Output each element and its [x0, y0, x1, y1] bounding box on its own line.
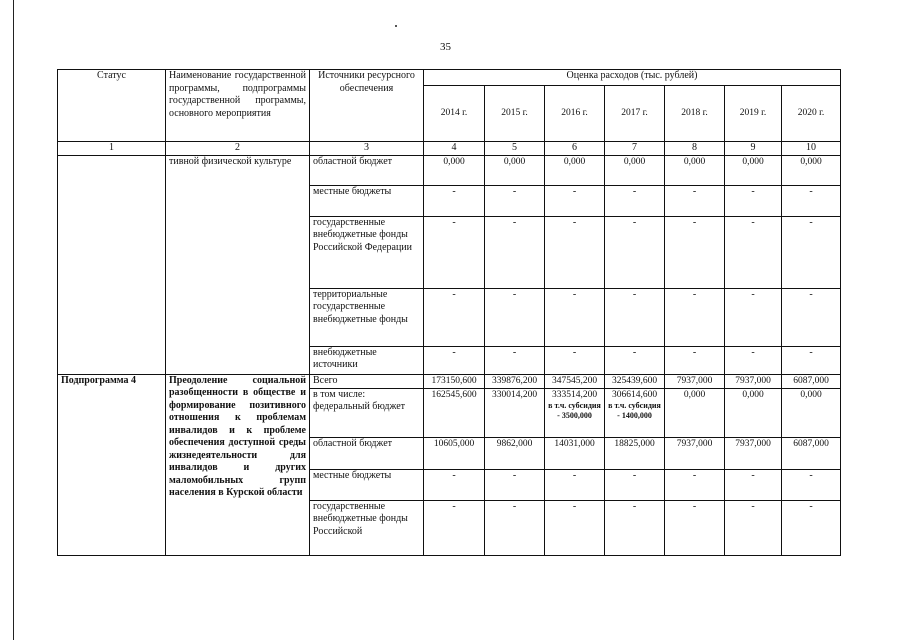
page-number: 35: [440, 41, 451, 53]
funding-source-cell: внебюджетные источники: [310, 346, 424, 374]
year-header: 2015 г.: [485, 86, 545, 142]
value-cell: [725, 469, 782, 500]
value-text: -: [692, 346, 697, 358]
value-cell: [605, 469, 665, 500]
value-cell: [782, 288, 841, 346]
column-number: 8: [665, 142, 725, 156]
value-text: -: [572, 185, 577, 197]
value-text: -: [692, 469, 697, 481]
value-cell: [665, 469, 725, 500]
value-text: -: [632, 216, 637, 228]
value-cell: [605, 155, 665, 185]
year-header: 2017 г.: [605, 86, 665, 142]
value-cell: [545, 185, 605, 216]
value-text: -: [632, 346, 637, 358]
value-text: 0,000: [742, 156, 764, 167]
value-cell: [665, 155, 725, 185]
value-cell: [782, 346, 841, 374]
value-cell: [665, 288, 725, 346]
value-text: -: [751, 216, 755, 228]
value-cell: [485, 155, 545, 185]
value-cell: [545, 346, 605, 374]
value-text: -: [809, 185, 813, 197]
value-text: -: [632, 500, 637, 512]
value-cell: [545, 388, 605, 437]
page-left-rule: [13, 0, 14, 640]
value-cell: [485, 346, 545, 374]
value-cell: [782, 185, 841, 216]
value-text: 6087,000: [793, 375, 829, 386]
value-cell: [545, 216, 605, 288]
value-cell: [782, 155, 841, 185]
value-cell: [424, 185, 485, 216]
value-cell: [665, 374, 725, 388]
value-text: 6087,000: [793, 438, 829, 449]
column-number: 9: [725, 142, 782, 156]
value-text: 0,000: [800, 389, 822, 400]
year-header: 2014 г.: [424, 86, 485, 142]
status-cell: Подпрограмма 4: [58, 374, 166, 555]
value-text: 0,000: [800, 156, 822, 167]
value-text: 7937,000: [735, 375, 771, 386]
value-cell: [485, 288, 545, 346]
value-text: 0,000: [683, 389, 706, 400]
value-cell: [782, 469, 841, 500]
value-text: 9862,000: [496, 438, 533, 449]
value-text: 339876,200: [491, 375, 538, 386]
status-cell: [58, 155, 166, 374]
column-number: 4: [424, 142, 485, 156]
funding-source-cell: государственные внебюджетные фонды Российской: [310, 500, 424, 555]
value-cell: [665, 346, 725, 374]
column-number-row: [58, 142, 841, 156]
value-cell: [424, 288, 485, 346]
value-cell: [424, 216, 485, 288]
funding-source-cell: местные бюджеты: [310, 469, 424, 500]
value-text: -: [692, 288, 697, 300]
value-text: 173150,600: [431, 375, 477, 386]
value-text: -: [809, 346, 813, 358]
expenditure-table: [57, 69, 841, 556]
value-cell: [725, 185, 782, 216]
column-number: 5: [485, 142, 545, 156]
value-text: -: [692, 185, 697, 197]
scan-speck: [395, 25, 397, 27]
value-text: 0,000: [683, 156, 706, 167]
value-text: -: [572, 216, 577, 228]
value-cell: [485, 185, 545, 216]
value-text: -: [692, 216, 697, 228]
value-text: -: [572, 469, 577, 481]
value-text: -: [809, 216, 813, 228]
value-text: 0,000: [503, 156, 526, 167]
header-sources: Источники ресурсного обеспечения: [310, 70, 424, 142]
value-text: -: [452, 185, 456, 197]
year-header: 2019 г.: [725, 86, 782, 142]
funding-source-cell: областной бюджет: [310, 155, 424, 185]
value-text: 333514,200: [551, 389, 598, 400]
value-cell: [782, 388, 841, 437]
value-text: 347545,200: [551, 375, 598, 386]
value-text: 325439,600: [611, 375, 658, 386]
value-text: -: [452, 216, 456, 228]
value-cell: [605, 346, 665, 374]
column-number: 10: [782, 142, 841, 156]
value-cell: [725, 288, 782, 346]
value-cell: [665, 185, 725, 216]
value-cell: [605, 388, 665, 437]
value-text: 330014,200: [491, 389, 538, 400]
value-text: -: [512, 469, 517, 481]
value-text: -: [512, 216, 517, 228]
funding-source-cell: областной бюджет: [310, 437, 424, 469]
value-cell: [424, 437, 485, 469]
value-text: -: [751, 469, 755, 481]
subsidy-note: в т.ч. субсидия - 1400,000: [608, 401, 661, 420]
funding-source-cell: местные бюджеты: [310, 185, 424, 216]
column-number: 6: [545, 142, 605, 156]
value-cell: [782, 374, 841, 388]
value-cell: [545, 437, 605, 469]
value-text: -: [452, 346, 456, 358]
value-text: -: [572, 288, 577, 300]
column-number: 3: [310, 142, 424, 156]
value-text: 7937,000: [735, 438, 771, 449]
value-text: -: [572, 500, 577, 512]
value-text: -: [512, 185, 517, 197]
value-text: 0,000: [742, 389, 764, 400]
funding-source-cell: Всего: [310, 374, 424, 388]
year-header: 2018 г.: [665, 86, 725, 142]
value-cell: [424, 500, 485, 555]
header-name: Наименование государственной программы, подпрограммы государственной программы, основного мероприятия: [166, 70, 310, 142]
table-row: [58, 374, 841, 388]
value-text: -: [512, 288, 517, 300]
value-cell: [605, 374, 665, 388]
value-cell: [665, 437, 725, 469]
value-cell: [605, 288, 665, 346]
header-status: Статус: [58, 70, 166, 142]
value-cell: [665, 216, 725, 288]
value-text: 0,000: [563, 156, 586, 167]
value-text: -: [692, 500, 697, 512]
column-number: 7: [605, 142, 665, 156]
subsidy-note: в т.ч. субсидия - 3500,000: [548, 401, 601, 420]
value-cell: [424, 155, 485, 185]
value-text: -: [512, 346, 517, 358]
value-cell: [545, 500, 605, 555]
value-cell: [545, 288, 605, 346]
value-cell: [725, 437, 782, 469]
program-name-cell: тивной физической культуре: [166, 155, 310, 374]
value-cell: [665, 500, 725, 555]
value-cell: [485, 500, 545, 555]
value-text: -: [512, 500, 517, 512]
value-cell: [782, 437, 841, 469]
value-text: 7937,000: [676, 438, 713, 449]
value-text: -: [751, 500, 755, 512]
value-cell: [605, 500, 665, 555]
value-text: -: [632, 288, 637, 300]
value-text: -: [452, 288, 456, 300]
value-cell: [485, 216, 545, 288]
value-text: -: [809, 469, 813, 481]
value-cell: [485, 388, 545, 437]
value-text: -: [632, 469, 637, 481]
program-name-cell: Преодоление социальной разобщенности в обществе и формирование позитивного отношения к проблемам инвалидов и к проблеме обеспечения доступной среды жизнедеятельности для инвалидов и других маломобильных групп населения в Курской области: [166, 374, 310, 555]
value-text: -: [751, 346, 755, 358]
funding-source-cell: территориальные государственные внебюджетные фонды: [310, 288, 424, 346]
value-cell: [665, 388, 725, 437]
value-cell: [782, 500, 841, 555]
value-text: 18825,000: [614, 438, 655, 449]
value-cell: [725, 216, 782, 288]
value-text: -: [632, 185, 637, 197]
value-cell: [424, 469, 485, 500]
value-text: 7937,000: [676, 375, 713, 386]
value-text: -: [751, 288, 755, 300]
value-text: -: [809, 500, 813, 512]
value-cell: [424, 374, 485, 388]
funding-source-cell: в том числе: федеральный бюджет: [310, 388, 424, 437]
value-text: -: [572, 346, 577, 358]
value-text: 0,000: [443, 156, 465, 167]
value-text: 306614,600: [611, 389, 658, 400]
value-cell: [725, 155, 782, 185]
value-text: -: [452, 469, 456, 481]
value-cell: [545, 374, 605, 388]
value-cell: [605, 216, 665, 288]
value-cell: [725, 374, 782, 388]
value-text: -: [751, 185, 755, 197]
table-row: [58, 155, 841, 185]
value-cell: [782, 216, 841, 288]
value-text: 14031,000: [554, 438, 595, 449]
value-cell: [424, 388, 485, 437]
value-cell: [605, 437, 665, 469]
column-number: 2: [166, 142, 310, 156]
year-header: 2016 г.: [545, 86, 605, 142]
value-cell: [485, 437, 545, 469]
column-number: 1: [58, 142, 166, 156]
value-cell: [545, 155, 605, 185]
value-cell: [545, 469, 605, 500]
value-cell: [485, 469, 545, 500]
year-header: 2020 г.: [782, 86, 841, 142]
value-cell: [725, 388, 782, 437]
value-cell: [725, 500, 782, 555]
value-text: -: [809, 288, 813, 300]
value-cell: [725, 346, 782, 374]
value-cell: [485, 374, 545, 388]
header-expenditure: Оценка расходов (тыс. рублей): [424, 70, 841, 86]
value-cell: [424, 346, 485, 374]
value-text: 10605,000: [433, 438, 475, 449]
funding-source-cell: государственные внебюджетные фонды Российской Федерации: [310, 216, 424, 288]
value-cell: [605, 185, 665, 216]
value-text: -: [452, 500, 456, 512]
value-text: 0,000: [623, 156, 646, 167]
value-text: 162545,600: [431, 389, 477, 400]
